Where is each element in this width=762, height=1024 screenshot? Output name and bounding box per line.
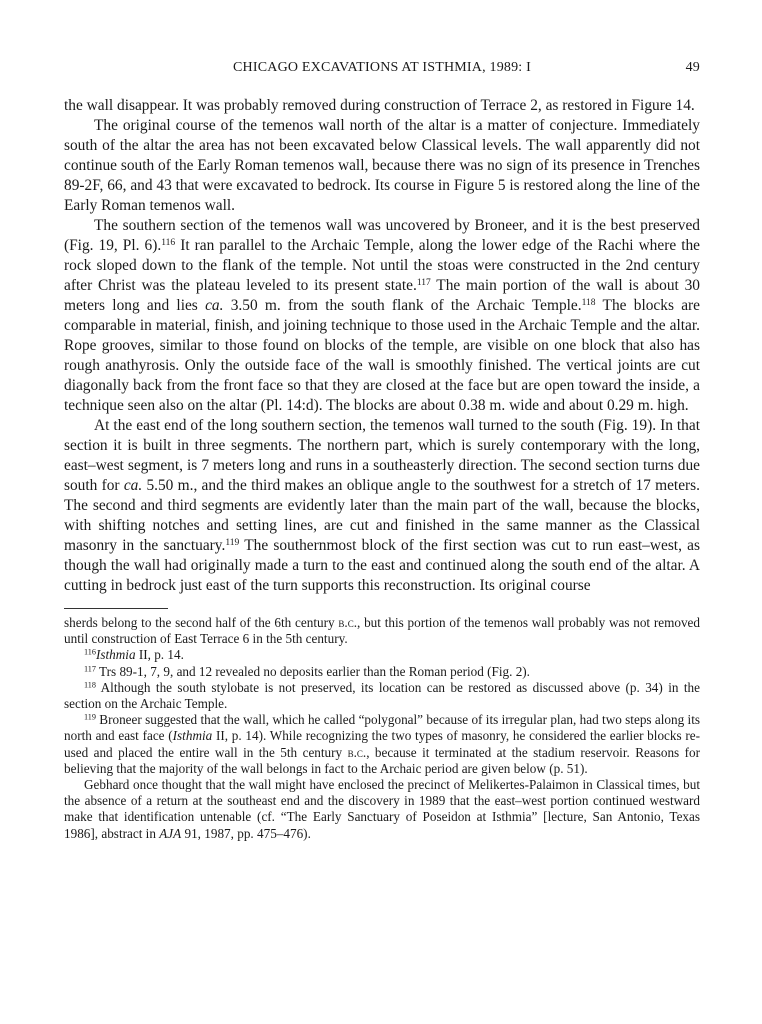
footnote-117-text: Trs 89-1, 7, 9, and 12 revealed no deposits earlier than the Roman period (Fig. 2). — [95, 663, 530, 679]
footnote-118 — [64, 680, 700, 712]
footnote-ref-118[interactable]: 118 — [581, 296, 596, 308]
footnote-119-text-c: , because it terminated at the stadium reservoir. Reasons for believing that the majority of the wall belongs in fact to the Archaic period are given below (p. 51). — [64, 744, 700, 776]
running-title: CHICAGO EXCAVATIONS AT ISTHMIA, 1989: I — [233, 60, 531, 75]
footnote-116-text: II, p. 14. — [135, 647, 184, 663]
footnote-116-number: 116 — [84, 647, 96, 657]
page-number: 49 — [685, 60, 700, 75]
paragraph-3-text-d: 3.50 m. from the south flank of the Archaic Temple. — [223, 297, 582, 314]
paragraph-2 — [64, 116, 700, 216]
running-header — [64, 60, 700, 84]
footnote-116 — [64, 647, 700, 663]
paragraph-3-text-b: It ran parallel to the Archaic Temple, along the lower edge of the Rachi where the rock sloped down to the flank of the temple. Not until the stoas were constructed in the 2nd century after Christ was the plateau leveled to its present state. — [64, 237, 701, 294]
footnote-119-journal: AJA — [159, 825, 182, 841]
footnote-119-work: Isthmia — [172, 728, 213, 744]
paragraph-4 — [64, 416, 700, 596]
footnote-119-text-a: Broneer suggested that the wall, which he called “polygonal” because of its irregular plan, had two steps along its north and east face ( — [64, 712, 700, 744]
paragraph-1-text: the wall disappear. It was probably removed during construction of Terrace 2, as restored in Figure 14. — [64, 97, 695, 114]
paragraph-3-circa: ca. — [205, 297, 224, 314]
paragraph-1 — [64, 96, 700, 116]
footnote-119-continued — [64, 777, 700, 842]
footnote-ref-116[interactable]: 116 — [161, 236, 176, 248]
footnote-119-bc: b.c. — [347, 744, 367, 760]
paragraph-4-text-c: The southernmost block of the first section was cut to run east–west, as though the wall had originally made a turn to the east and continued along the south end of the altar. A cutting in bedrock just east of the turn supports this reconstruction. Its original course — [64, 537, 700, 594]
footnote-continued-bc: b.c. — [338, 615, 357, 630]
footnote-119 — [64, 712, 700, 777]
footnote-119-number: 119 — [84, 712, 96, 722]
footnote-119-text-b: II, p. 14). While recognizing the two types of masonry, he considered the earlier blocks re-used and placed the entire wall in the 5th century — [64, 728, 700, 760]
footnote-ref-117[interactable]: 117 — [416, 276, 431, 288]
footnote-117-number: 117 — [84, 664, 96, 674]
footnote-divider — [64, 608, 168, 609]
paragraph-2-text: The original course of the temenos wall north of the altar is a matter of conjecture. Immediately south of the altar the area has not been excavated below Classical levels. The wall apparently did not continue south of the Early Roman temenos wall, because there was no sign of its presence in Trenches 89-2F, 66, and 43 that were excavated to bedrock. Its course in Figure 5 is restored along the line of the Early Roman temenos wall. — [64, 117, 701, 214]
footnote-119-continued-text-a: Gebhard once thought that the wall might have enclosed the precinct of Melikertes-Palaimon in Classical times, but the absence of a return at the southeast end and the discovery in 1989 that the east–west portion continued westward make that identification untenable (cf. “The Early Sanctuary of Poseidon at Isthmia” [lecture, San Antonio, Texas 1986], abstract in — [64, 777, 700, 841]
footnotes — [64, 615, 700, 842]
paragraph-3 — [64, 216, 700, 416]
main-text — [64, 96, 700, 596]
footnote-117 — [64, 664, 700, 680]
paragraph-4-text-a: At the east end of the long southern section, the temenos wall turned to the south (Fig. 19). In that section it is built in three segments. The northern part, which is surely contemporary with the long, east–west segment, is 7 meters long and runs in a southeasterly direction. The second section turns due south for — [64, 417, 700, 494]
paragraph-3-text-e: The blocks are comparable in material, finish, and joining technique to those used in the Archaic Temple and the altar. Rope grooves, similar to those found on blocks of the temple, are visible on one block that also has rough anathyrosis. Only the outside face of the wall is smoothly finished. The vertical joints are cut diagonally back from the front face so that they are closed at the face but are open toward the inside, a technique seen also on the altar (Pl. 14:d). The blocks are about 0.38 m. wide and about 0.29 m. high. — [64, 297, 700, 414]
footnote-continued-text-b: , but this portion of the temenos wall probably was not removed until construction of East Terrace 6 in the 5th century. — [64, 615, 701, 647]
paragraph-4-circa: ca. — [123, 477, 143, 494]
footnote-118-number: 118 — [84, 680, 96, 690]
paragraph-4-text-b: 5.50 m., and the third makes an oblique angle to the southwest for a stretch of 17 meters. The second and third segments are evidently later than the main part of the wall, because the blocks, with shifting notches and setting lines, are cut and finished in the same manner as the Classical masonry in the sanctuary. — [64, 477, 700, 554]
paragraph-3-text-c: The main portion of the wall is about 30 meters long and lies — [64, 277, 700, 314]
page — [64, 60, 700, 842]
footnote-continued — [64, 615, 700, 647]
footnote-continued-text-a: sherds belong to the second half of the 6th century — [64, 615, 339, 630]
footnote-ref-119[interactable]: 119 — [225, 536, 240, 548]
footnote-118-text: Although the south stylobate is not preserved, its location can be restored as discussed above (p. 34) in the section on the Archaic Temple. — [64, 679, 700, 712]
footnote-119-continued-text-b: 91, 1987, pp. 475–476). — [181, 825, 311, 841]
paragraph-3-text-a: The southern section of the temenos wall was uncovered by Broneer, and it is the best preserved (Fig. 19, Pl. 6). — [64, 217, 700, 254]
footnote-116-work: Isthmia — [95, 647, 136, 663]
